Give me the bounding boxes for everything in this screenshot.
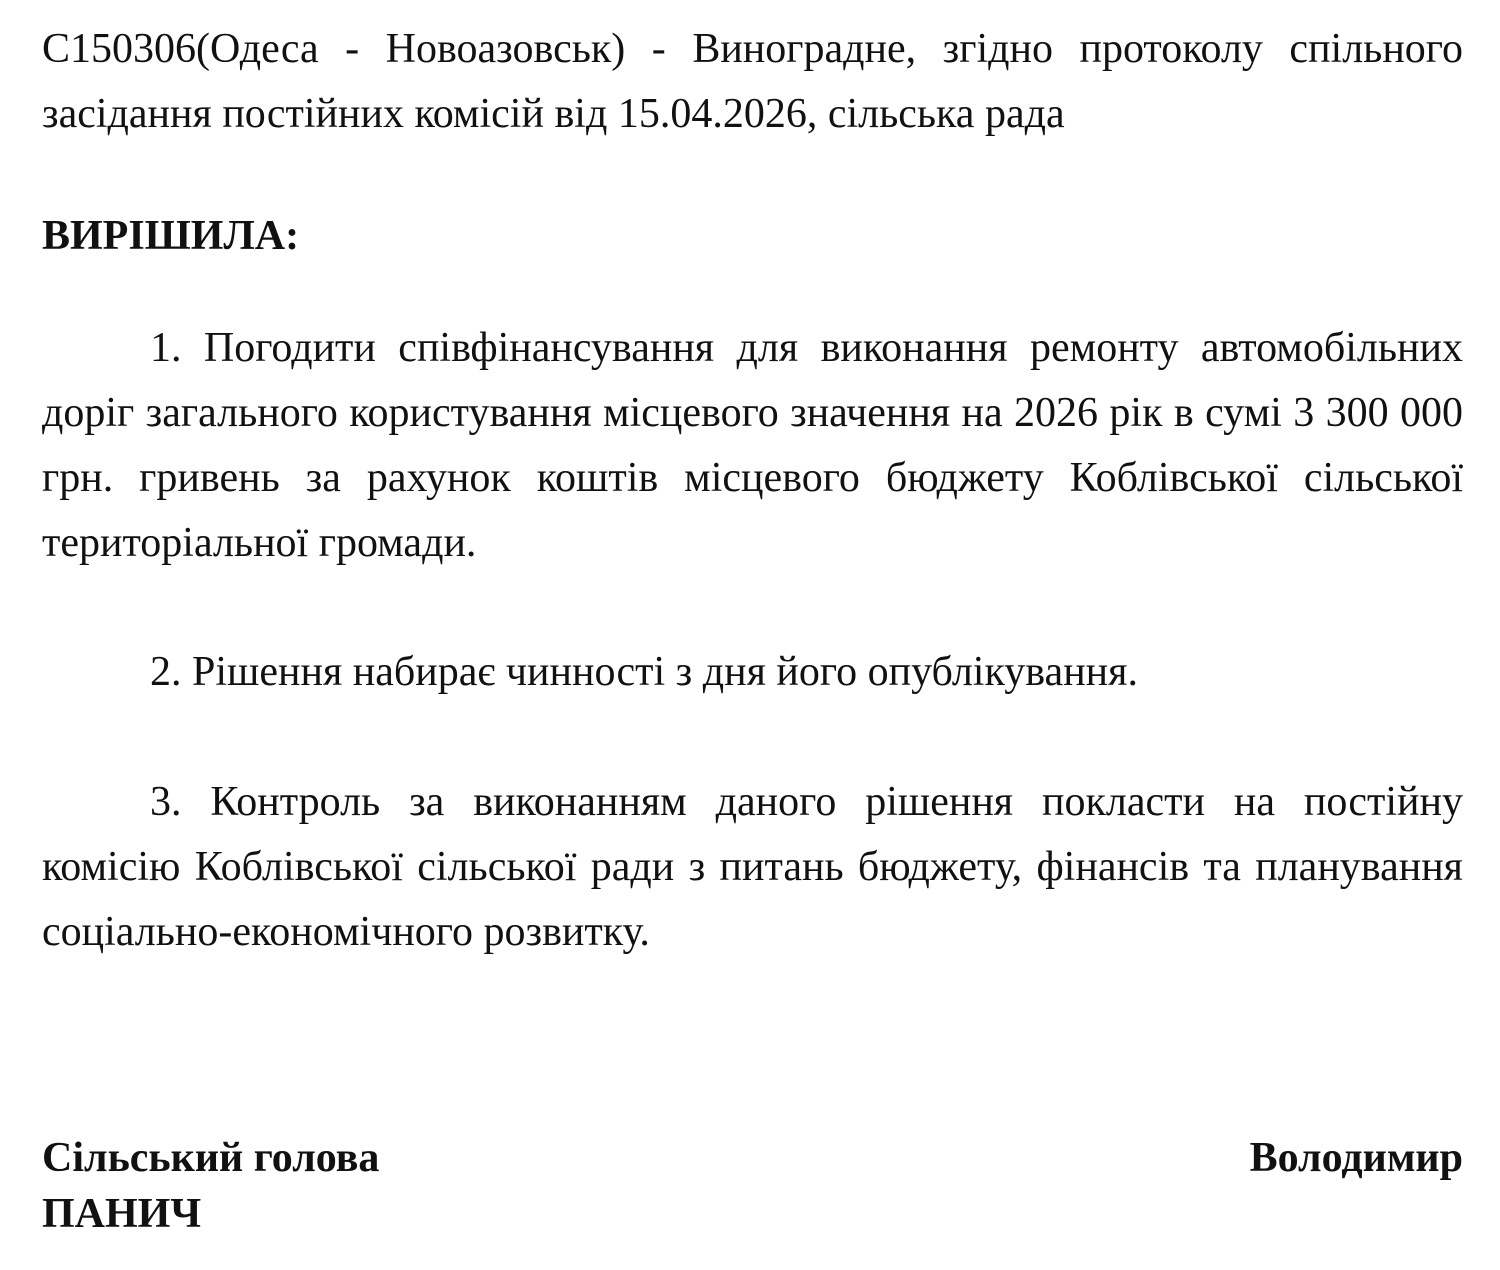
signatory-first-name-block — [1250, 1130, 1463, 1186]
intro-paragraph: С150306(Одеса - Новоазовськ) - Виноградне, згідно протоколу спільного засідання постійних комісій від 15.04.2026, сільська рада — [42, 26, 1463, 137]
signature-block — [42, 1130, 379, 1242]
decision-item-2: 2. Рішення набирає чинності з дня його опублікування. — [150, 649, 1138, 695]
decision-heading: ВИРІШИЛА: — [42, 213, 300, 259]
decision-item-1: 1. Погодити співфінансування для виконання ремонту автомобільних доріг загального користування місцевого значення на 2026 рік в сумі 3 300 000 грн. гривень за рахунок коштів місцевого бюджету Коблівської сільської територіальної громади. — [42, 325, 1463, 566]
signatory-title: Сільський голова — [42, 1135, 380, 1181]
signatory-first-name: Володимир — [1249, 1135, 1463, 1181]
decision-item-3: 3. Контроль за виконанням даного рішення покласти на постійну комісію Коблівської сільської ради з питань бюджету, фінансів та планування соціально-економічного розвитку. — [42, 779, 1463, 955]
signatory-last-name: ПАНИЧ — [42, 1191, 202, 1237]
